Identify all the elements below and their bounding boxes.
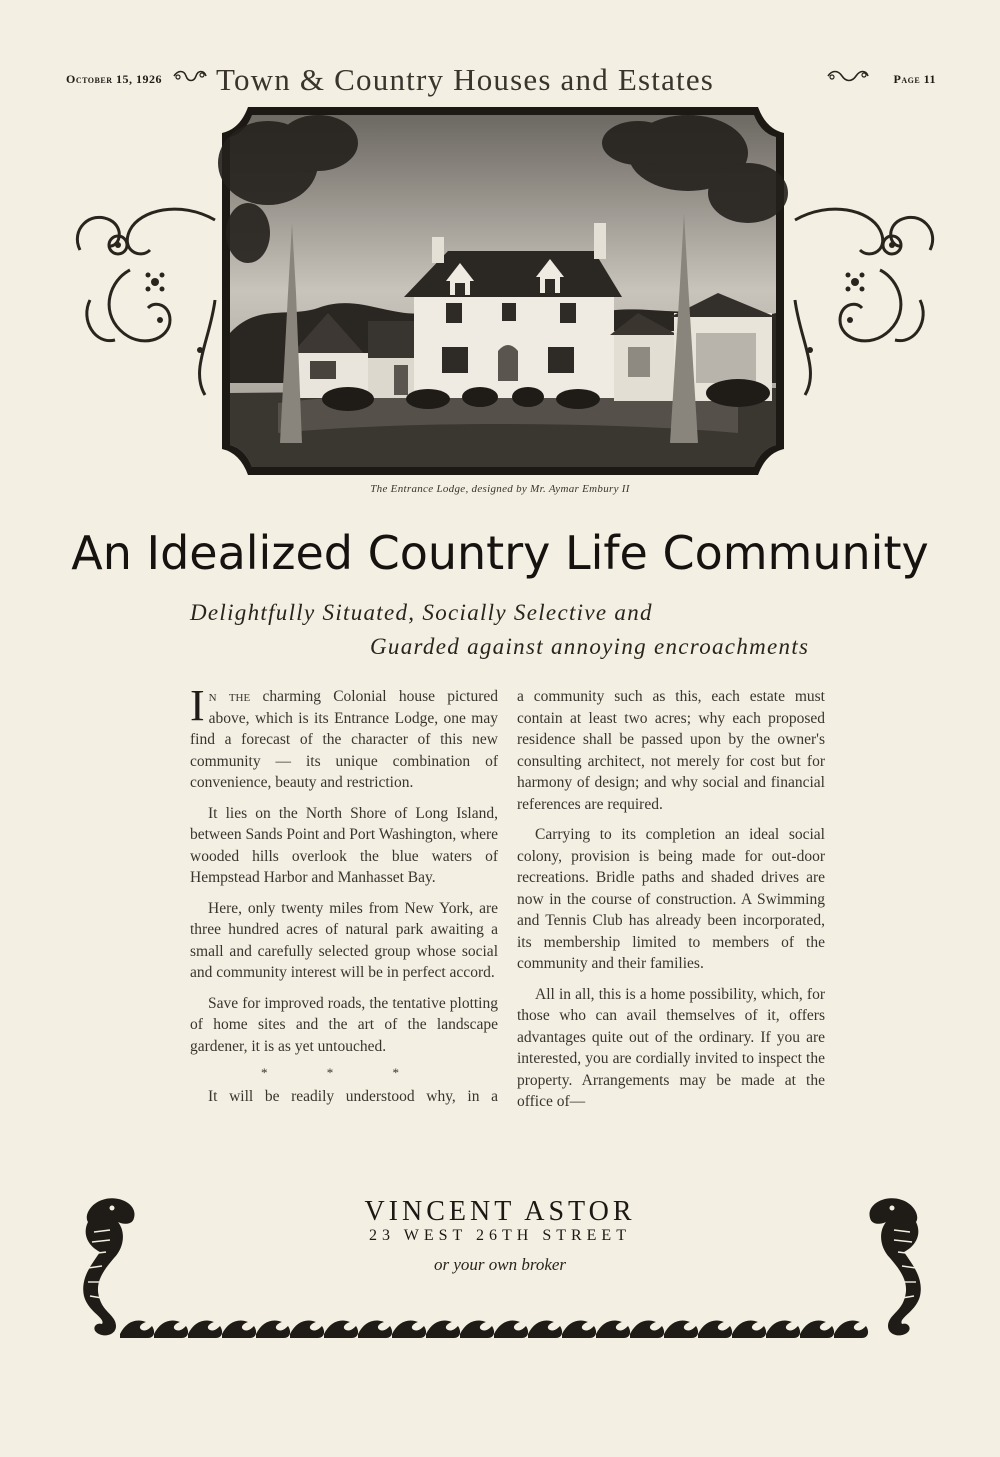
body-paragraph bbox=[190, 681, 498, 794]
body-column-left bbox=[190, 681, 498, 1116]
body-paragraph: All in all, this is a home possibility, which, for those who can avail themselves of it, offers advantages quite out of the ordinary. If you are interested, you are cordially invited to inspect the property. Arrangements may be made at the office of— bbox=[517, 985, 825, 1110]
page-header bbox=[66, 62, 936, 102]
entrance-lodge-illustration bbox=[218, 103, 788, 479]
body-paragraph: It lies on the North Shore of Long Island, between Sands Point and Port Washington, where wooded hills overlook the blue waters of Hempstead Harbor and Manhasset Bay. bbox=[190, 804, 498, 886]
wave-border-ornament-icon bbox=[120, 1312, 880, 1340]
body-column-right bbox=[517, 686, 825, 1122]
publication-title: Town & Country Houses and Estates bbox=[216, 62, 715, 97]
subheadline-line-2: Guarded against annoying encroachments bbox=[370, 634, 810, 659]
drop-cap: I bbox=[190, 681, 205, 730]
lead-in-small-caps: n the bbox=[208, 688, 251, 705]
body-paragraph: Save for improved roads, the tentative plotting of home sites and the art of the landscape gardener, it is as yet untouched. bbox=[190, 994, 498, 1055]
page-headline: An Idealized Country Life Community bbox=[71, 526, 929, 580]
body-paragraph: It will be readily understood why, in a bbox=[208, 1087, 498, 1105]
issue-date: October 15, 1926 bbox=[66, 72, 162, 86]
body-paragraph: Here, only twenty miles from New York, are three hundred acres of natural park awaiting a small and carefully selected group whose social and community interest will be in perfect accord. bbox=[190, 899, 498, 981]
firm-address: 23 WEST 26TH STREET bbox=[369, 1227, 631, 1244]
illustration-caption: The Entrance Lodge, designed by Mr. Aymar Embury II bbox=[370, 483, 630, 495]
subheadline-line-1: Delightfully Situated, Socially Selective and bbox=[190, 600, 653, 625]
scroll-ornament-icon bbox=[172, 68, 208, 84]
floral-scroll-ornament-icon bbox=[790, 200, 940, 400]
broker-note: or your own broker bbox=[433, 1255, 567, 1274]
section-separator: * * * bbox=[261, 1065, 427, 1080]
floral-scroll-ornament-icon bbox=[70, 200, 220, 400]
firm-name: VINCENT ASTOR bbox=[364, 1196, 636, 1227]
body-paragraph-continued: a community such as this, each estate must contain at least two acres; why each proposed residence shall be passed upon by the owner's consulting architect, not merely for cost but for harmony of design; and why social and financial references are required. bbox=[517, 688, 825, 813]
page-number: Page 11 bbox=[893, 72, 936, 86]
scroll-ornament-icon bbox=[826, 68, 870, 84]
body-paragraph: Carrying to its completion an ideal social colony, provision is being made for out-door recreations. Bridle paths and shaded drives are now in the course of construction. A Swimming and Tennis Club has already been incorporated, its membership limited to members of the community and their families. bbox=[517, 826, 825, 972]
paragraph-text: charming Colonial house pictured above, which is its Entrance Lodge, one may find a forecast of the character of this new community — its unique combination of convenience, beauty and restriction. bbox=[190, 688, 498, 791]
